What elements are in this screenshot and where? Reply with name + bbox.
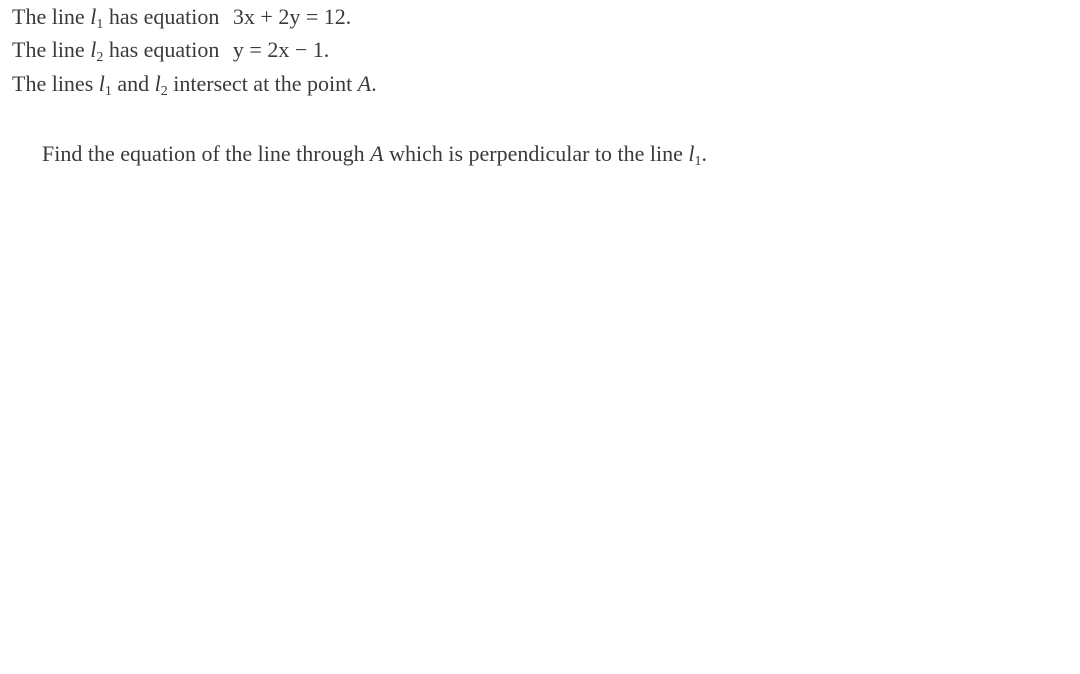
line-symbol: l — [90, 37, 97, 62]
statement-3-middle: intersect at the point — [173, 71, 353, 96]
line-subscript: 1 — [694, 154, 702, 169]
statement-line-3 — [12, 71, 377, 97]
question-end: . — [701, 141, 708, 166]
point-label: A — [370, 141, 384, 166]
line-symbol: l — [90, 4, 97, 29]
line-symbol: l — [154, 71, 161, 96]
statement-3-end: . — [371, 71, 377, 96]
conjunction: and — [117, 71, 150, 96]
statement-2-middle: has equation — [108, 37, 220, 62]
line-subscript: 1 — [104, 84, 112, 99]
statement-1-prefix: The line — [12, 4, 85, 29]
statement-line-2 — [12, 37, 329, 63]
statement-line-1 — [12, 4, 351, 30]
line-subscript: 2 — [160, 84, 168, 99]
statement-3-prefix: The lines — [12, 71, 94, 96]
statement-2-prefix: The line — [12, 37, 85, 62]
question-middle: which is perpendicular to the line — [389, 141, 683, 166]
equation-l2: y = 2x − 1. — [232, 37, 330, 62]
question-prefix: Find the equation of the line through — [42, 141, 365, 166]
line-symbol: l — [688, 141, 695, 166]
equation-l1: 3x + 2y = 12. — [232, 4, 352, 29]
statement-1-middle: has equation — [108, 4, 220, 29]
point-label: A — [357, 71, 372, 96]
line-symbol: l — [98, 71, 105, 96]
line-subscript: 2 — [96, 50, 104, 65]
line-subscript: 1 — [96, 17, 104, 32]
question-text — [42, 141, 707, 167]
